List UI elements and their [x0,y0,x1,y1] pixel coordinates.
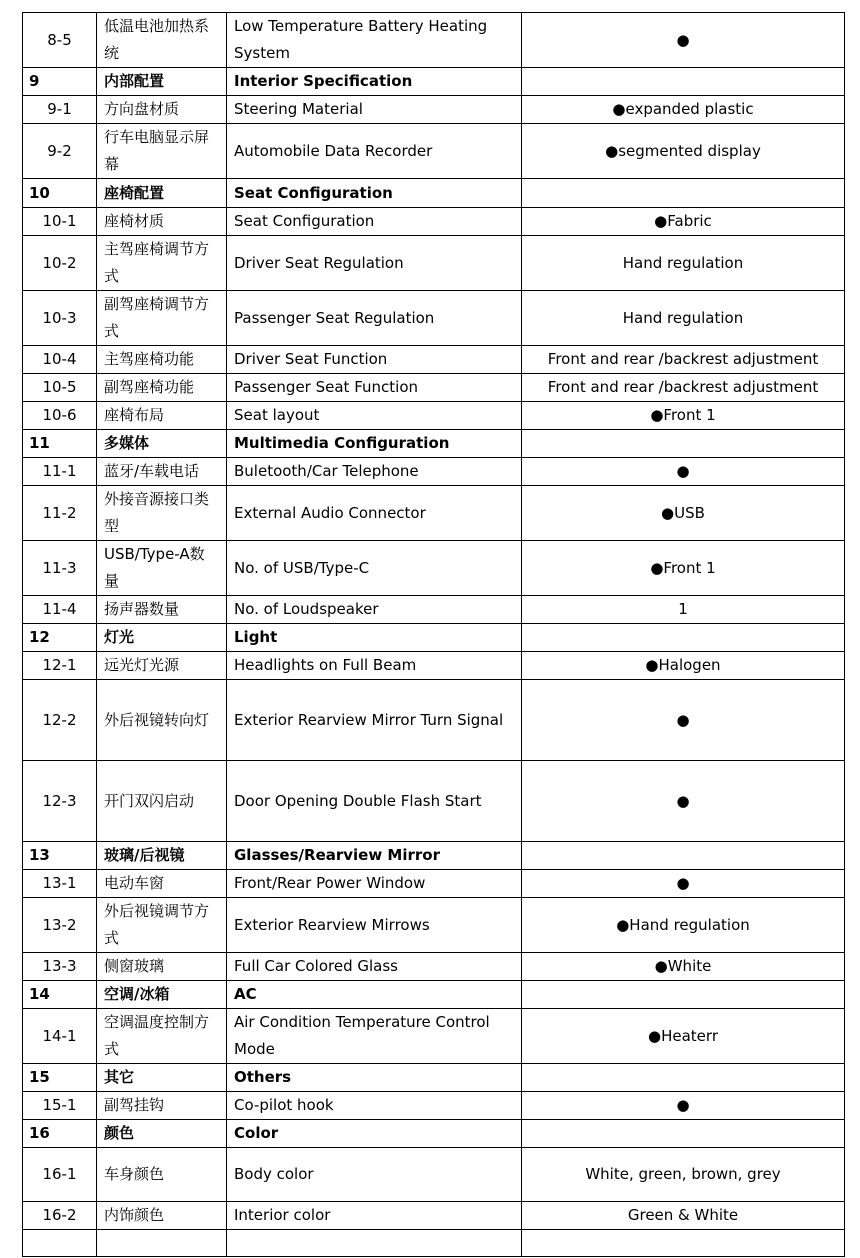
table-row [23,680,845,761]
spec-value [522,1230,845,1257]
section-value [522,430,845,458]
row-number: 13-1 [23,870,97,898]
chinese-label: 方向盘材质 [97,96,227,124]
english-label: No. of Loudspeaker [227,596,522,624]
english-label: Headlights on Full Beam [227,652,522,680]
table-row [23,486,845,541]
row-number: 10-5 [23,374,97,402]
table-row [23,96,845,124]
section-number: 11 [23,430,97,458]
section-row [23,1064,845,1092]
table-row [23,652,845,680]
spec-value: ●Fabric [522,208,845,236]
english-label: Full Car Colored Glass [227,953,522,981]
row-number: 13-2 [23,898,97,953]
section-chinese: 颜色 [97,1120,227,1148]
table-row [23,1230,845,1257]
row-number: 11-1 [23,458,97,486]
english-label: External Audio Connector [227,486,522,541]
spec-value: ●segmented display [522,124,845,179]
section-value [522,68,845,96]
table-row [23,1092,845,1120]
section-english: Multimedia Configuration [227,430,522,458]
chinese-label: 主驾座椅调节方式 [97,236,227,291]
section-english: Interior Specification [227,68,522,96]
spec-table [22,12,845,1257]
english-label: Exterior Rearview Mirror Turn Signal [227,680,522,761]
section-number: 14 [23,981,97,1009]
chinese-label: 内饰颜色 [97,1202,227,1230]
row-number: 10-3 [23,291,97,346]
chinese-label: 外后视镜转向灯 [97,680,227,761]
spec-value: Hand regulation [522,236,845,291]
row-number: 11-2 [23,486,97,541]
chinese-label [97,1230,227,1257]
spec-value: ● [522,761,845,842]
section-row [23,430,845,458]
table-row [23,208,845,236]
english-label: Seat Configuration [227,208,522,236]
english-label: Driver Seat Function [227,346,522,374]
chinese-label: 远光灯光源 [97,652,227,680]
section-row [23,68,845,96]
table-row [23,1148,845,1202]
english-label: Low Temperature Battery Heating System [227,13,522,68]
chinese-label: USB/Type-A数量 [97,541,227,596]
section-english: Seat Configuration [227,179,522,208]
spec-value: 1 [522,596,845,624]
section-row [23,624,845,652]
spec-value: Green & White [522,1202,845,1230]
table-row [23,402,845,430]
chinese-label: 外后视镜调节方式 [97,898,227,953]
chinese-label: 扬声器数量 [97,596,227,624]
section-value [522,1120,845,1148]
table-row [23,124,845,179]
english-label: Passenger Seat Function [227,374,522,402]
table-row [23,1009,845,1064]
section-english: Color [227,1120,522,1148]
spec-value: ●White [522,953,845,981]
english-label: Front/Rear Power Window [227,870,522,898]
spec-value: ●Heaterr [522,1009,845,1064]
english-label: Interior color [227,1202,522,1230]
section-english: Glasses/Rearview Mirror [227,842,522,870]
english-label: Exterior Rearview Mirrows [227,898,522,953]
chinese-label: 低温电池加热系统 [97,13,227,68]
section-chinese: 玻璃/后视镜 [97,842,227,870]
row-number: 12-1 [23,652,97,680]
spec-value: Front and rear /backrest adjustment [522,374,845,402]
row-number [23,1230,97,1257]
spec-value: ●Hand regulation [522,898,845,953]
english-label: Body color [227,1148,522,1202]
spec-value: Front and rear /backrest adjustment [522,346,845,374]
english-label: Driver Seat Regulation [227,236,522,291]
section-row [23,981,845,1009]
row-number: 9-1 [23,96,97,124]
english-label: Co-pilot hook [227,1092,522,1120]
english-label: No. of USB/Type-C [227,541,522,596]
spec-value: ● [522,680,845,761]
section-number: 12 [23,624,97,652]
section-chinese: 内部配置 [97,68,227,96]
row-number: 9-2 [23,124,97,179]
english-label: Steering Material [227,96,522,124]
english-label: Buletooth/Car Telephone [227,458,522,486]
spec-value: ● [522,458,845,486]
section-english: AC [227,981,522,1009]
chinese-label: 副驾座椅调节方式 [97,291,227,346]
spec-value: Hand regulation [522,291,845,346]
row-number: 11-3 [23,541,97,596]
table-row [23,870,845,898]
section-chinese: 其它 [97,1064,227,1092]
table-row [23,374,845,402]
table-row [23,898,845,953]
table-row [23,953,845,981]
section-row [23,179,845,208]
english-label: Door Opening Double Flash Start [227,761,522,842]
spec-value: ● [522,870,845,898]
row-number: 13-3 [23,953,97,981]
table-row [23,1202,845,1230]
section-row [23,1120,845,1148]
row-number: 12-3 [23,761,97,842]
section-chinese: 多媒体 [97,430,227,458]
section-english: Others [227,1064,522,1092]
section-chinese: 空调/冰箱 [97,981,227,1009]
spec-value: ●Front 1 [522,541,845,596]
section-value [522,842,845,870]
chinese-label: 主驾座椅功能 [97,346,227,374]
section-row [23,842,845,870]
row-number: 15-1 [23,1092,97,1120]
chinese-label: 开门双闪启动 [97,761,227,842]
english-label: Passenger Seat Regulation [227,291,522,346]
chinese-label: 侧窗玻璃 [97,953,227,981]
table-row [23,761,845,842]
chinese-label: 蓝牙/车载电话 [97,458,227,486]
english-label: Air Condition Temperature Control Mode [227,1009,522,1064]
row-number: 10-4 [23,346,97,374]
section-number: 9 [23,68,97,96]
spec-value: ●Front 1 [522,402,845,430]
table-row [23,541,845,596]
row-number: 8-5 [23,13,97,68]
section-english: Light [227,624,522,652]
section-number: 10 [23,179,97,208]
table-row [23,291,845,346]
section-chinese: 座椅配置 [97,179,227,208]
spec-value: ●USB [522,486,845,541]
english-label: Automobile Data Recorder [227,124,522,179]
table-row [23,346,845,374]
row-number: 10-6 [23,402,97,430]
table-row [23,596,845,624]
chinese-label: 电动车窗 [97,870,227,898]
section-value [522,981,845,1009]
chinese-label: 副驾座椅功能 [97,374,227,402]
spec-value: ●expanded plastic [522,96,845,124]
section-value [522,1064,845,1092]
row-number: 10-2 [23,236,97,291]
spec-value: ● [522,1092,845,1120]
chinese-label: 副驾挂钩 [97,1092,227,1120]
section-value [522,179,845,208]
chinese-label: 空调温度控制方式 [97,1009,227,1064]
table-row [23,236,845,291]
spec-value: White, green, brown, grey [522,1148,845,1202]
chinese-label: 座椅材质 [97,208,227,236]
row-number: 10-1 [23,208,97,236]
section-value [522,624,845,652]
section-chinese: 灯光 [97,624,227,652]
row-number: 14-1 [23,1009,97,1064]
section-number: 15 [23,1064,97,1092]
spec-value: ● [522,13,845,68]
spec-value: ●Halogen [522,652,845,680]
section-number: 13 [23,842,97,870]
section-number: 16 [23,1120,97,1148]
english-label [227,1230,522,1257]
chinese-label: 座椅布局 [97,402,227,430]
row-number: 12-2 [23,680,97,761]
table-row [23,13,845,68]
chinese-label: 行车电脑显示屏幕 [97,124,227,179]
english-label: Seat layout [227,402,522,430]
table-row [23,458,845,486]
row-number: 16-1 [23,1148,97,1202]
chinese-label: 车身颜色 [97,1148,227,1202]
row-number: 16-2 [23,1202,97,1230]
chinese-label: 外接音源接口类型 [97,486,227,541]
row-number: 11-4 [23,596,97,624]
